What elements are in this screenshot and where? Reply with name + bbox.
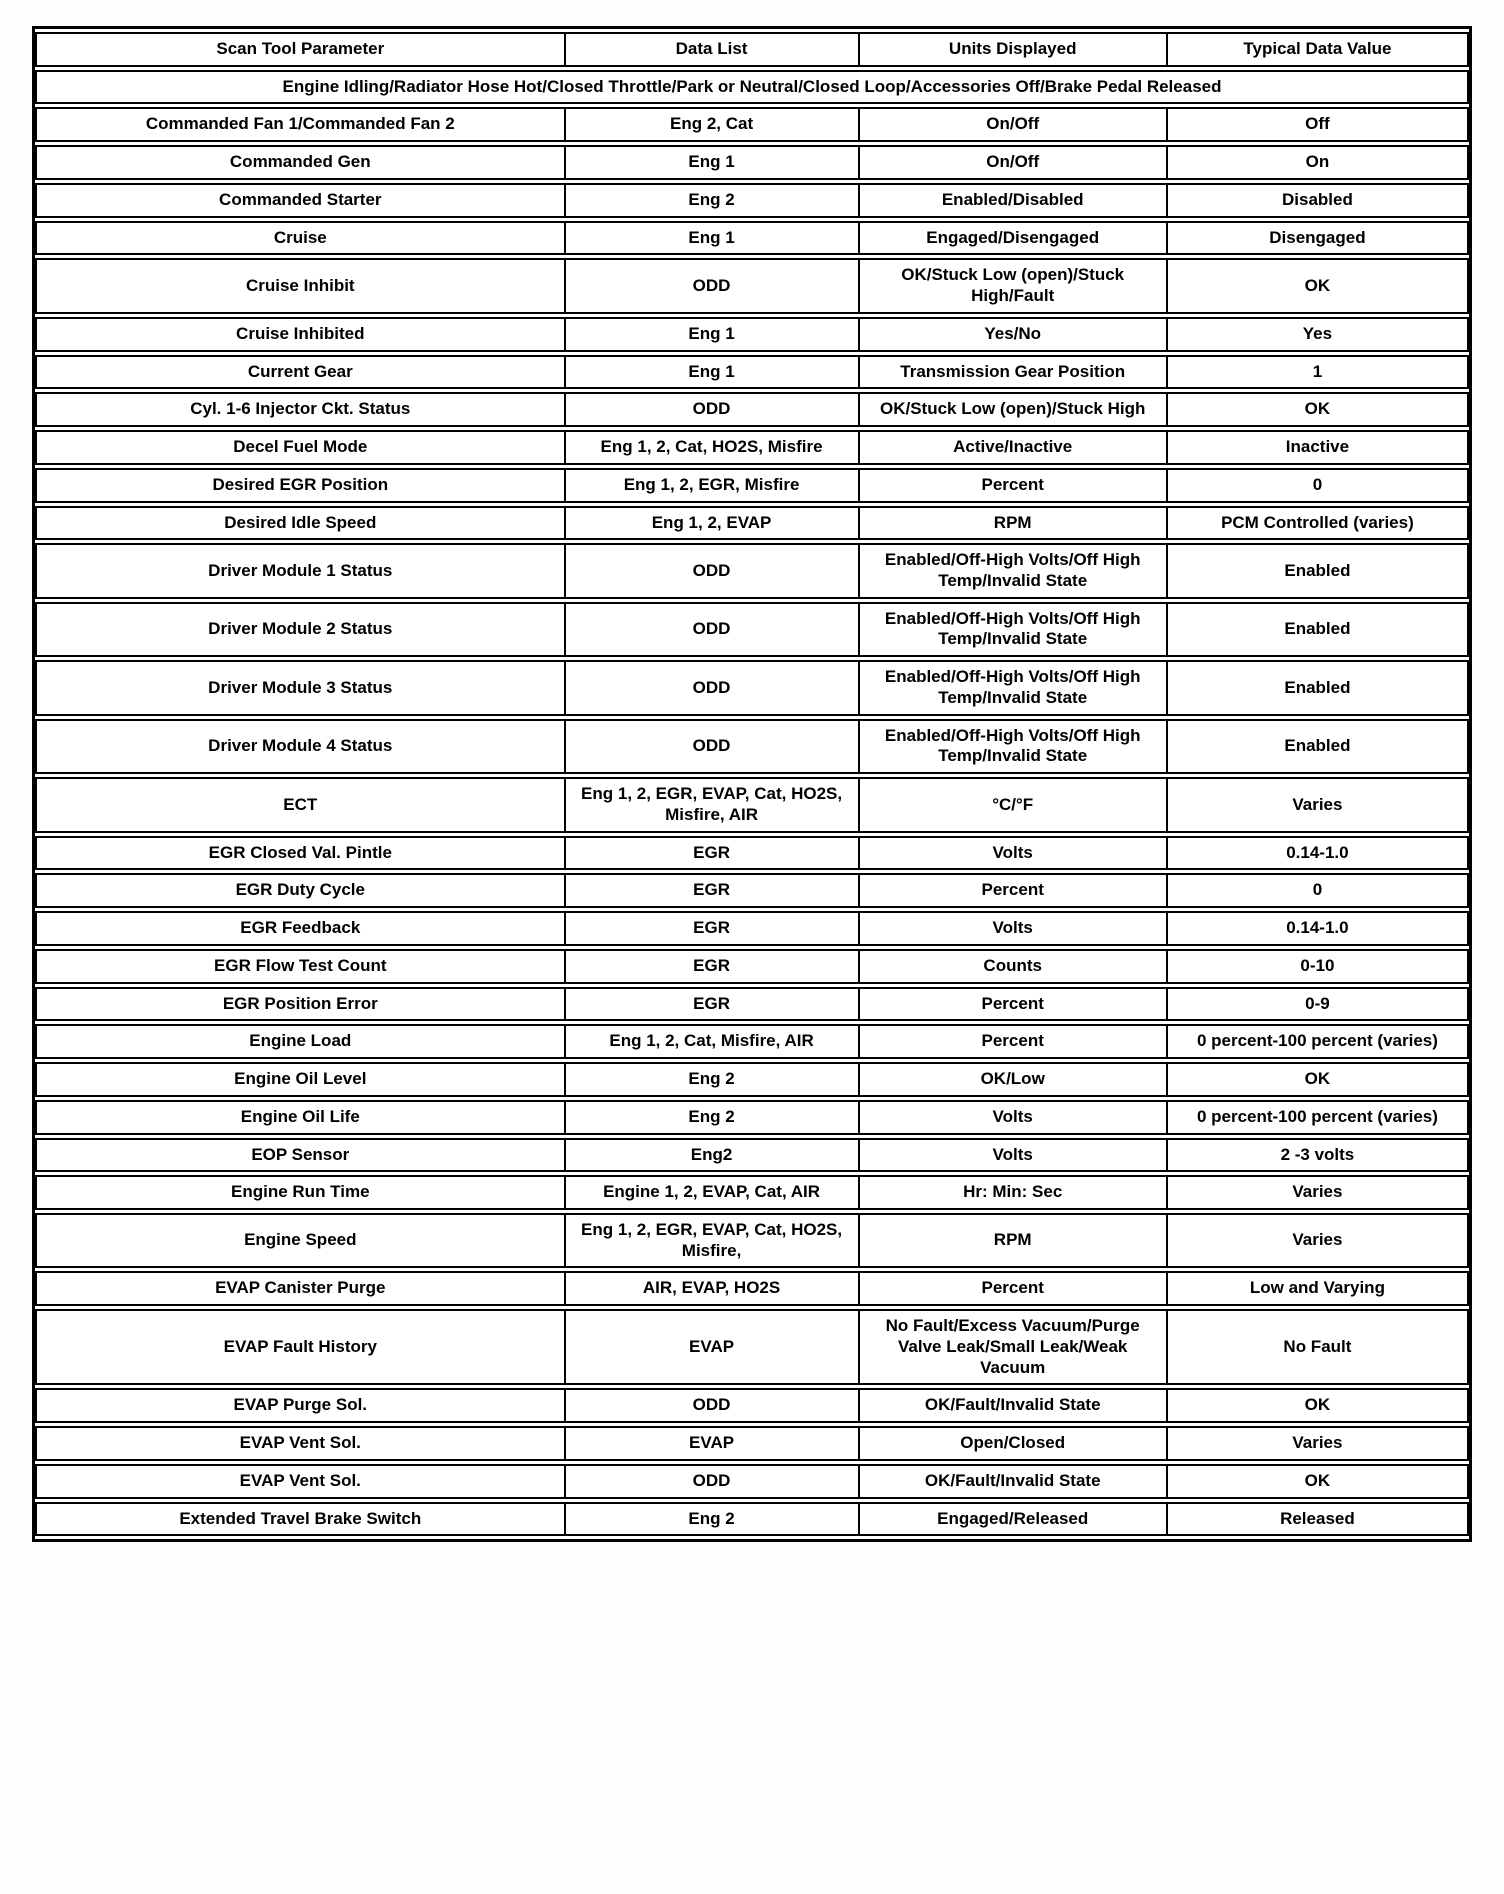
cell-data-list: ODD: [566, 602, 860, 657]
cell-value: Enabled: [1168, 719, 1469, 774]
cell-data-list: EVAP: [566, 1309, 860, 1385]
cell-parameter: Commanded Fan 1/Commanded Fan 2: [35, 107, 566, 142]
cell-parameter: Driver Module 4 Status: [35, 719, 566, 774]
cell-data-list: Eng 1: [566, 355, 860, 390]
cell-value: Released: [1168, 1502, 1469, 1537]
cell-value: Off: [1168, 107, 1469, 142]
cell-parameter: Cruise Inhibit: [35, 258, 566, 313]
table-row: [35, 1388, 1469, 1423]
cell-units: OK/Low: [860, 1062, 1168, 1097]
scan-tool-parameter-table: [32, 26, 1472, 1542]
cell-units: Enabled/Off-High Volts/Off High Temp/Invalid State: [860, 660, 1168, 715]
cell-value: OK: [1168, 258, 1469, 313]
cell-parameter: Decel Fuel Mode: [35, 430, 566, 465]
cell-units: Engaged/Released: [860, 1502, 1168, 1537]
scanned-document-page: [32, 26, 1472, 1542]
table-row: [35, 543, 1469, 598]
table-row: [35, 506, 1469, 541]
table-row: [35, 1175, 1469, 1210]
cell-parameter: EVAP Canister Purge: [35, 1271, 566, 1306]
cell-data-list: EGR: [566, 911, 860, 946]
cell-units: Volts: [860, 1100, 1168, 1135]
cell-value: Low and Varying: [1168, 1271, 1469, 1306]
table-row: [35, 949, 1469, 984]
cell-value: 0: [1168, 468, 1469, 503]
cell-parameter: EVAP Fault History: [35, 1309, 566, 1385]
header-data-list: Data List: [566, 32, 860, 67]
cell-data-list: ODD: [566, 392, 860, 427]
cell-units: Volts: [860, 1138, 1168, 1173]
table-row: [35, 183, 1469, 218]
cell-parameter: EVAP Vent Sol.: [35, 1464, 566, 1499]
cell-value: On: [1168, 145, 1469, 180]
cell-parameter: ECT: [35, 777, 566, 832]
cell-data-list: Engine 1, 2, EVAP, Cat, AIR: [566, 1175, 860, 1210]
table-row: [35, 1024, 1469, 1059]
cell-value: Varies: [1168, 1175, 1469, 1210]
cell-parameter: EVAP Vent Sol.: [35, 1426, 566, 1461]
cell-parameter: EOP Sensor: [35, 1138, 566, 1173]
cell-data-list: Eng 2: [566, 1062, 860, 1097]
cell-parameter: Driver Module 2 Status: [35, 602, 566, 657]
table-row: [35, 1213, 1469, 1268]
cell-units: Hr: Min: Sec: [860, 1175, 1168, 1210]
cell-data-list: Eng 2: [566, 1100, 860, 1135]
cell-data-list: ODD: [566, 660, 860, 715]
cell-parameter: EGR Duty Cycle: [35, 873, 566, 908]
cell-parameter: Cruise Inhibited: [35, 317, 566, 352]
cell-value: No Fault: [1168, 1309, 1469, 1385]
cell-value: 0-9: [1168, 987, 1469, 1022]
table-row: [35, 392, 1469, 427]
table-row: [35, 1271, 1469, 1306]
cell-parameter: EVAP Purge Sol.: [35, 1388, 566, 1423]
cell-parameter: Cyl. 1-6 Injector Ckt. Status: [35, 392, 566, 427]
cell-data-list: Eng 1, 2, EGR, EVAP, Cat, HO2S, Misfire,: [566, 1213, 860, 1268]
table-row: [35, 987, 1469, 1022]
cell-value: 0.14-1.0: [1168, 836, 1469, 871]
cell-units: Enabled/Off-High Volts/Off High Temp/Invalid State: [860, 719, 1168, 774]
table-row: [35, 221, 1469, 256]
cell-value: PCM Controlled (varies): [1168, 506, 1469, 541]
condition-text: Engine Idling/Radiator Hose Hot/Closed Throttle/Park or Neutral/Closed Loop/Accessories Off/Brake Pedal Released: [35, 70, 1469, 105]
cell-parameter: Engine Load: [35, 1024, 566, 1059]
table-row: [35, 1309, 1469, 1385]
table-header-row: [35, 32, 1469, 67]
cell-parameter: Engine Oil Level: [35, 1062, 566, 1097]
cell-value: 0 percent-100 percent (varies): [1168, 1100, 1469, 1135]
cell-data-list: EGR: [566, 873, 860, 908]
cell-units: Volts: [860, 836, 1168, 871]
cell-units: Percent: [860, 468, 1168, 503]
cell-units: Percent: [860, 1271, 1168, 1306]
header-typical-data-value: Typical Data Value: [1168, 32, 1469, 67]
cell-value: Yes: [1168, 317, 1469, 352]
table-row: [35, 1502, 1469, 1537]
cell-value: OK: [1168, 1388, 1469, 1423]
table-row: [35, 602, 1469, 657]
cell-parameter: Driver Module 1 Status: [35, 543, 566, 598]
table-body: [35, 70, 1469, 1537]
cell-units: OK/Fault/Invalid State: [860, 1388, 1168, 1423]
cell-value: 2 -3 volts: [1168, 1138, 1469, 1173]
cell-parameter: EGR Closed Val. Pintle: [35, 836, 566, 871]
cell-value: OK: [1168, 1464, 1469, 1499]
cell-parameter: EGR Flow Test Count: [35, 949, 566, 984]
table-row: [35, 1464, 1469, 1499]
cell-units: Percent: [860, 1024, 1168, 1059]
cell-data-list: EVAP: [566, 1426, 860, 1461]
table-row: [35, 258, 1469, 313]
table-row: [35, 660, 1469, 715]
table-row: [35, 1138, 1469, 1173]
cell-parameter: Engine Oil Life: [35, 1100, 566, 1135]
cell-parameter: Desired Idle Speed: [35, 506, 566, 541]
cell-value: 0.14-1.0: [1168, 911, 1469, 946]
cell-value: Varies: [1168, 1213, 1469, 1268]
cell-data-list: AIR, EVAP, HO2S: [566, 1271, 860, 1306]
cell-data-list: EGR: [566, 987, 860, 1022]
cell-data-list: ODD: [566, 719, 860, 774]
cell-parameter: Commanded Gen: [35, 145, 566, 180]
cell-parameter: Engine Speed: [35, 1213, 566, 1268]
cell-value: 0-10: [1168, 949, 1469, 984]
cell-data-list: ODD: [566, 1388, 860, 1423]
cell-units: Enabled/Off-High Volts/Off High Temp/Invalid State: [860, 602, 1168, 657]
table-row: [35, 777, 1469, 832]
table-row: [35, 468, 1469, 503]
cell-value: Enabled: [1168, 602, 1469, 657]
cell-units: On/Off: [860, 107, 1168, 142]
header-scan-tool-parameter: Scan Tool Parameter: [35, 32, 566, 67]
cell-data-list: EGR: [566, 836, 860, 871]
cell-parameter: Current Gear: [35, 355, 566, 390]
cell-units: OK/Stuck Low (open)/Stuck High: [860, 392, 1168, 427]
header-units-displayed: Units Displayed: [860, 32, 1168, 67]
cell-units: OK/Fault/Invalid State: [860, 1464, 1168, 1499]
cell-value: Varies: [1168, 1426, 1469, 1461]
cell-value: Enabled: [1168, 543, 1469, 598]
cell-value: 0 percent-100 percent (varies): [1168, 1024, 1469, 1059]
cell-units: RPM: [860, 506, 1168, 541]
cell-units: Transmission Gear Position: [860, 355, 1168, 390]
cell-data-list: Eng 1, 2, EGR, EVAP, Cat, HO2S, Misfire, AIR: [566, 777, 860, 832]
cell-data-list: Eng2: [566, 1138, 860, 1173]
cell-units: Percent: [860, 987, 1168, 1022]
table-row: [35, 719, 1469, 774]
cell-parameter: Engine Run Time: [35, 1175, 566, 1210]
cell-data-list: Eng 2: [566, 183, 860, 218]
cell-data-list: Eng 1: [566, 221, 860, 256]
cell-units: RPM: [860, 1213, 1168, 1268]
cell-data-list: ODD: [566, 258, 860, 313]
cell-data-list: Eng 2, Cat: [566, 107, 860, 142]
cell-value: OK: [1168, 392, 1469, 427]
cell-value: Inactive: [1168, 430, 1469, 465]
condition-row: [35, 70, 1469, 105]
cell-parameter: EGR Feedback: [35, 911, 566, 946]
cell-units: Percent: [860, 873, 1168, 908]
cell-data-list: Eng 1, 2, Cat, HO2S, Misfire: [566, 430, 860, 465]
cell-data-list: Eng 2: [566, 1502, 860, 1537]
table-row: [35, 430, 1469, 465]
table-row: [35, 145, 1469, 180]
cell-value: Disengaged: [1168, 221, 1469, 256]
table-row: [35, 107, 1469, 142]
cell-units: Active/Inactive: [860, 430, 1168, 465]
cell-units: Engaged/Disengaged: [860, 221, 1168, 256]
cell-data-list: ODD: [566, 543, 860, 598]
table-row: [35, 836, 1469, 871]
cell-data-list: Eng 1: [566, 145, 860, 180]
table-row: [35, 317, 1469, 352]
cell-data-list: Eng 1: [566, 317, 860, 352]
cell-value: Enabled: [1168, 660, 1469, 715]
table-row: [35, 355, 1469, 390]
cell-units: Yes/No: [860, 317, 1168, 352]
table-row: [35, 911, 1469, 946]
table-row: [35, 1100, 1469, 1135]
cell-parameter: Cruise: [35, 221, 566, 256]
cell-units: Volts: [860, 911, 1168, 946]
cell-units: °C/°F: [860, 777, 1168, 832]
cell-units: Enabled/Disabled: [860, 183, 1168, 218]
cell-parameter: Extended Travel Brake Switch: [35, 1502, 566, 1537]
cell-units: No Fault/Excess Vacuum/Purge Valve Leak/Small Leak/Weak Vacuum: [860, 1309, 1168, 1385]
cell-parameter: Driver Module 3 Status: [35, 660, 566, 715]
cell-parameter: EGR Position Error: [35, 987, 566, 1022]
cell-value: Disabled: [1168, 183, 1469, 218]
cell-data-list: EGR: [566, 949, 860, 984]
table-row: [35, 873, 1469, 908]
cell-data-list: Eng 1, 2, Cat, Misfire, AIR: [566, 1024, 860, 1059]
cell-value: Varies: [1168, 777, 1469, 832]
cell-data-list: ODD: [566, 1464, 860, 1499]
cell-data-list: Eng 1, 2, EGR, Misfire: [566, 468, 860, 503]
cell-units: Counts: [860, 949, 1168, 984]
table-row: [35, 1426, 1469, 1461]
cell-value: 1: [1168, 355, 1469, 390]
cell-units: Open/Closed: [860, 1426, 1168, 1461]
cell-units: On/Off: [860, 145, 1168, 180]
cell-value: 0: [1168, 873, 1469, 908]
cell-value: OK: [1168, 1062, 1469, 1097]
cell-units: Enabled/Off-High Volts/Off High Temp/Invalid State: [860, 543, 1168, 598]
cell-parameter: Desired EGR Position: [35, 468, 566, 503]
cell-units: OK/Stuck Low (open)/Stuck High/Fault: [860, 258, 1168, 313]
table-row: [35, 1062, 1469, 1097]
cell-parameter: Commanded Starter: [35, 183, 566, 218]
cell-data-list: Eng 1, 2, EVAP: [566, 506, 860, 541]
